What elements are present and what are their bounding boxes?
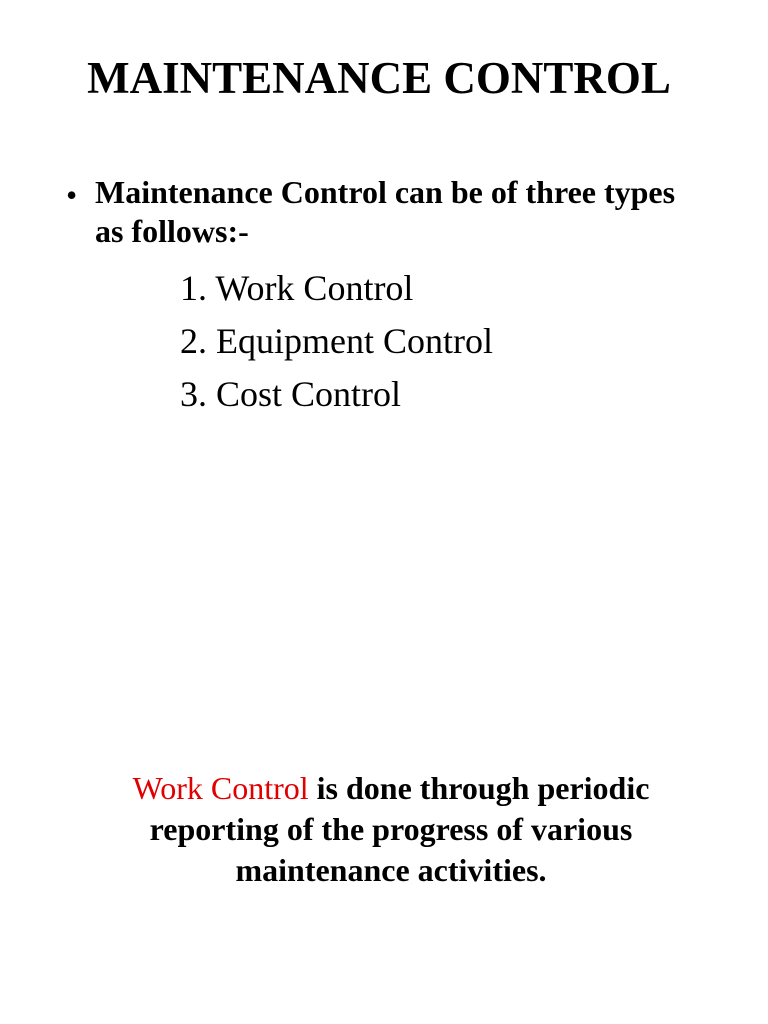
bullet-icon: • (66, 177, 78, 213)
bullet-text: Maintenance Control can be of three types as follows:- (95, 174, 676, 249)
note-text: is done through periodic reporting of the progress of various maintenance activities. (149, 770, 650, 888)
work-control-note (76, 768, 706, 891)
list-item-cost-control: 3. Cost Control (180, 374, 402, 414)
note-highlight: Work Control (132, 770, 309, 806)
slide-title: MAINTENANCE CONTROL (87, 53, 671, 103)
list-item-equipment-control: 2. Equipment Control (180, 321, 493, 361)
list-item-work-control: 1. Work Control (180, 268, 414, 308)
control-types-list (180, 262, 493, 421)
